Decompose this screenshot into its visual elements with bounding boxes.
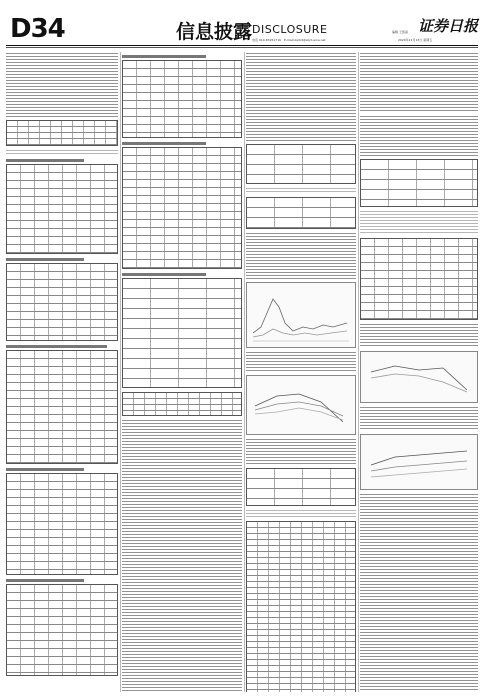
body-text-block xyxy=(246,439,356,465)
editor-line: 编辑 王凯丽 xyxy=(392,30,408,34)
column-divider xyxy=(244,52,245,692)
data-table xyxy=(6,350,118,464)
body-text-block xyxy=(360,324,478,348)
column-4 xyxy=(360,52,478,692)
body-text-block xyxy=(246,53,356,141)
body-text-block xyxy=(246,510,356,518)
header-rule xyxy=(6,45,478,46)
line-chart-graphic xyxy=(361,435,477,489)
data-table xyxy=(122,278,242,388)
table-caption xyxy=(6,468,84,471)
table-caption xyxy=(6,159,84,162)
line-chart-graphic xyxy=(247,283,355,347)
date-line: 2020年11月13日 星期五 xyxy=(398,38,433,42)
body-text-block xyxy=(6,53,118,117)
data-table xyxy=(246,468,356,506)
body-text-block xyxy=(122,420,242,692)
data-table xyxy=(122,392,242,416)
table-caption xyxy=(122,55,206,58)
body-text-block xyxy=(6,150,118,156)
data-table xyxy=(246,521,356,692)
header-rule-thin xyxy=(6,47,478,48)
data-table xyxy=(360,159,478,207)
table-caption xyxy=(122,273,206,276)
body-text-block xyxy=(360,211,478,235)
section-title-english: DISCLOSURE xyxy=(252,23,328,36)
line-chart-graphic xyxy=(247,376,355,434)
table-caption xyxy=(122,142,206,145)
body-text-block xyxy=(246,233,356,279)
body-text-block xyxy=(360,116,478,156)
column-1 xyxy=(6,52,118,692)
data-table xyxy=(122,60,242,138)
page-number: D34 xyxy=(10,14,65,44)
info-table xyxy=(6,120,118,146)
column-divider xyxy=(120,52,121,692)
table-caption xyxy=(6,579,84,582)
body-text-block xyxy=(360,53,478,113)
body-text-block xyxy=(360,407,478,431)
data-table xyxy=(6,164,118,254)
line-chart-figure xyxy=(246,282,356,348)
table-caption xyxy=(6,345,107,348)
line-chart-figure xyxy=(360,434,478,490)
data-table xyxy=(6,584,118,676)
line-chart-graphic xyxy=(361,352,477,402)
data-table xyxy=(246,197,356,229)
contact-line: 电话 010-83251716 E-mail:zqrb9@zqrb.sina.net xyxy=(252,38,326,42)
data-table xyxy=(6,263,118,341)
body-text-block xyxy=(360,494,478,692)
data-table xyxy=(246,144,356,184)
body-text-block xyxy=(246,352,356,372)
column-3 xyxy=(246,52,356,692)
line-chart-figure xyxy=(246,375,356,435)
newspaper-logo: 证券日报 xyxy=(418,17,479,35)
column-divider xyxy=(358,52,359,692)
table-caption xyxy=(6,258,84,261)
data-table xyxy=(360,238,478,320)
data-table xyxy=(122,147,242,269)
masthead xyxy=(0,0,484,48)
column-2 xyxy=(122,52,242,692)
data-table xyxy=(6,473,118,575)
line-chart-figure xyxy=(360,351,478,403)
body-text-block xyxy=(246,188,356,194)
section-title: 信息披露 xyxy=(176,21,253,43)
